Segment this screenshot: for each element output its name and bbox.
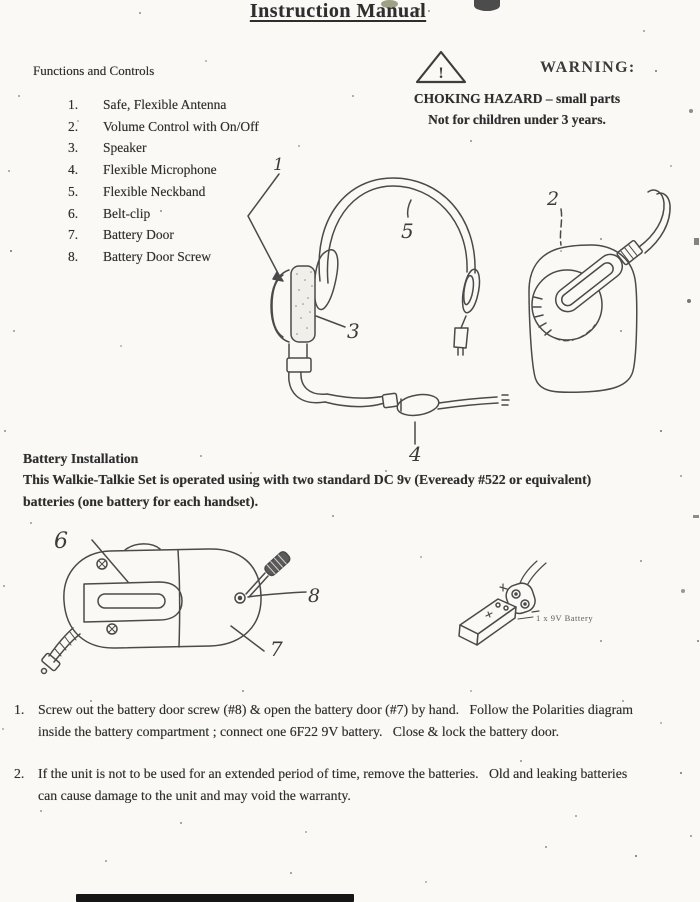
warning-exclamation: !	[438, 65, 444, 82]
function-item-number: 7.	[68, 227, 79, 243]
function-item-number: 5.	[68, 183, 79, 199]
function-item-label: Safe, Flexible Antenna	[103, 97, 227, 112]
headset-illustration	[225, 148, 515, 468]
callout-speaker: 3	[347, 319, 360, 343]
function-item-label: Flexible Neckband	[103, 183, 206, 199]
warning-choking-line: CHOKING HAZARD – small parts	[413, 91, 621, 106]
warning-title: WARNING:	[540, 59, 636, 76]
battery-door-screw	[235, 593, 245, 603]
handset-cord	[616, 190, 670, 265]
battery-label: 1 x 9V Battery	[536, 613, 594, 623]
function-item	[68, 94, 259, 116]
handset-illustration	[495, 165, 695, 425]
callout-screw: 8	[308, 585, 321, 607]
function-item-label: Battery Door Screw	[103, 248, 211, 264]
earpiece-speaker	[271, 266, 315, 372]
screwdriver	[246, 550, 291, 597]
battery-installation-heading: Battery Installation	[23, 451, 139, 466]
step-text: If the unit is not to be used for an extended period of time, remove the batteries. Old and leaking batteries can cause damage to the unit and may void the warranty.	[38, 766, 631, 803]
step-text: Screw out the battery door screw (#8) & open the battery door (#7) by hand. Follow the Polarities diagram inside the battery compartment ; connect one 6F22 9V battery. Close & lock the battery door.	[38, 702, 637, 739]
neckband-and-microphone	[289, 372, 509, 418]
function-item-number: 8.	[68, 248, 79, 264]
function-item-number: 1.	[68, 97, 79, 112]
function-item-label: Belt-clip	[103, 205, 151, 221]
scan-artifact-mark	[693, 515, 699, 518]
callout-door: 7	[270, 637, 283, 661]
function-item-number: 3.	[68, 140, 79, 156]
function-item-label: Flexible Microphone	[103, 162, 217, 178]
function-item-number: 6.	[68, 205, 79, 221]
callout-volume: 2	[547, 188, 560, 210]
warning-age-line: Not for children under 3 years.	[428, 112, 606, 127]
callout-microphone: 4	[409, 442, 422, 466]
instruction-step	[14, 699, 654, 742]
function-item	[68, 116, 259, 138]
callout-beltclip: 6	[54, 529, 68, 554]
callout-antenna: 1	[273, 155, 284, 175]
step-number: 2.	[14, 766, 25, 781]
unit-cord	[41, 628, 80, 674]
callout-leader-line	[560, 209, 561, 245]
belt-clip	[84, 559, 182, 634]
battery-installation-body: This Walkie-Talkie Set is operated using with two standard DC 9v (Eveready #522 or equivalent) batteries (one battery for each handset).	[23, 472, 592, 509]
headband	[314, 178, 479, 355]
page-title: Instruction Manual	[249, 0, 427, 22]
volume-dial	[532, 250, 627, 341]
function-item-number: 2.	[68, 118, 79, 134]
step-number: 1.	[14, 702, 25, 717]
function-item-label: Speaker	[103, 140, 147, 156]
scan-artifact-bar	[76, 894, 354, 902]
warning-triangle-icon	[414, 49, 468, 85]
function-item-label: Volume Control with On/Off	[103, 118, 259, 134]
callout-neckband: 5	[401, 219, 414, 243]
function-item-label: Battery Door	[103, 227, 174, 243]
battery-illustration	[440, 545, 650, 655]
functions-heading: Functions and Controls	[33, 63, 155, 78]
function-item-number: 4.	[68, 162, 79, 178]
instruction-step	[14, 763, 654, 806]
battery-door-illustration	[40, 520, 360, 695]
